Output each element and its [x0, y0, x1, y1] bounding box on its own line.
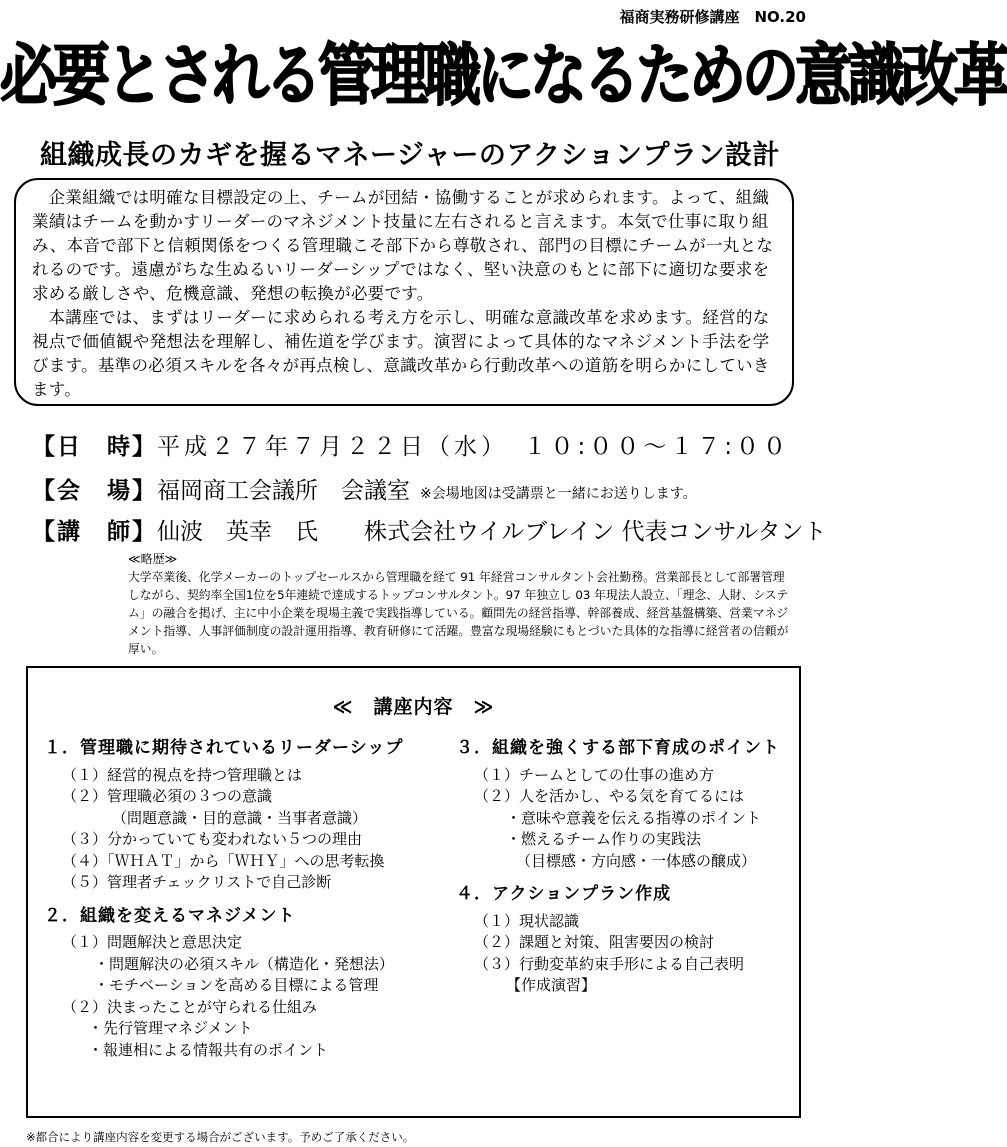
list-item: （１）チームとしての仕事の進め方: [474, 765, 715, 784]
footer-note: ※都合により講座内容を変更する場合がございます。予めご了承ください。: [26, 1130, 415, 1144]
course-content-box: [26, 666, 801, 1118]
content-right-column: [456, 738, 796, 997]
list-item: （５）管理者チェックリストで自己診断: [62, 873, 332, 891]
main-title: 必要とされる管理職になるための意識改革: [0, 37, 1007, 116]
list-item: （４）「ＷＨＡＴ」から「ＷＨＹ」への思考転換: [62, 851, 385, 870]
lecturer-bio: [128, 550, 793, 658]
list-subitem: （目標感・方向感・一体感の醸成）: [516, 851, 757, 870]
lecturer-value: 仙波 英幸 氏 株式会社ウイルブレイン 代表コンサルタント: [157, 519, 827, 545]
list-item: （１）問題解決と意思決定: [62, 933, 243, 951]
date-value: 平成２７年７月２２日（水） １０:００～１７:００: [157, 434, 790, 460]
bio-text: 大学卒業後、化学メーカーのトップセールスから管理職を経て 91 年経営コンサルタント会社勤務。営業部長として部署管理しながら、契約率全国1位を5年連続で達成するトップコンサルタント。97 年独立し 03 年現法人設立、「理念、人財、システム」の融合を掲げ、主に中小企業を現場主義で実践指導している。顧問先の経営指導、幹部養成、経営基盤構築、営業マネジメント指導、人事評価制度の設計運用指導、教育研修にて活躍。豊富な現場経験にもとづいた具体的な指導に経営者の信頼が厚い。: [128, 570, 789, 656]
bio-heading: ≪略歴≫: [128, 552, 178, 566]
list-item: （２）人を活かし、やる気を育てるには: [474, 787, 745, 805]
intro-paragraph-1: 企業組織では明確な目標設定の上、チームが団結・協働することが求められます。よって、組織業績はチームを動かすリーダーのマネジメント技量に左右されると言えます。本気で仕事に取り組み、本音で部下と信頼関係をつくる管理職こそ部下から尊敬され、部門の目標にチームが一丸となれるのです。遠慮がちな生ぬるいリーダーシップではなく、堅い決意のもとに部下に適切な要求を求める厳しさや、危機意識、発想の転換が必要です。: [32, 188, 774, 303]
list-subitem: ・先行管理マネジメント: [88, 1019, 253, 1037]
subtitle: 組織成長のカギを握るマネージャーのアクションプラン設計: [39, 140, 781, 171]
section-2-title: ２．組織を変えるマネジメント: [44, 905, 296, 926]
list-subitem: ・燃えるチーム作りの実践法: [506, 830, 702, 848]
lecturer-row: [32, 513, 826, 546]
list-item: （３）行動変革約束手形による自己表明: [474, 954, 745, 973]
venue-label: 【会 場】: [32, 478, 157, 504]
list-item: （１）経営的視点を持つ管理職とは: [62, 765, 303, 784]
intro-paragraph-2: 本講座では、まずはリーダーに求められる考え方を示し、明確な意識改革を求めます。経営的な視点で価値観や発想法を理解し、補佐道を学びます。演習によって具体的なマネジメント手法を学びます。基準の必須スキルを各々が再点検し、意識改革から行動改革への道筋を明らかにしていきます。: [32, 308, 770, 399]
content-left-column: [44, 738, 454, 1061]
venue-note: ※会場地図は受講票と一緒にお送りします。: [420, 486, 697, 502]
venue-value: 福岡商工会議所 会議室: [157, 478, 410, 504]
section-4-title: ４．アクションプラン作成: [456, 884, 672, 904]
list-item: （２）管理職必須の３つの意識: [62, 787, 273, 805]
list-subitem: ・問題解決の必須スキル（構造化・発想法）: [94, 954, 394, 973]
venue-row: [32, 472, 697, 505]
list-subitem: （問題意識・目的意識・当事者意識）: [112, 808, 368, 827]
intro-box: [14, 178, 794, 406]
list-item: （３）分かっていても変われない５つの理由: [62, 830, 363, 848]
list-item: （２）課題と対策、阻害要因の検討: [474, 933, 715, 951]
list-subitem: ・モチベーションを高める目標による管理: [94, 976, 379, 994]
section-1-title: １．管理職に期待されているリーダーシップ: [44, 738, 404, 758]
list-item: （２）決まったことが守られる仕組み: [62, 997, 318, 1016]
list-item: （１）現状認識: [474, 911, 580, 930]
content-title: ≪ 講座内容 ≫: [332, 696, 495, 718]
date-label: 【日 時】: [32, 434, 157, 460]
date-row: [32, 428, 790, 461]
lecturer-label: 【講 師】: [32, 519, 157, 545]
section-3-title: ３．組織を強くする部下育成のポイント: [456, 738, 780, 758]
list-subitem: ・意味や意義を伝える指導のポイント: [506, 808, 762, 827]
list-subitem: 【作成演習】: [506, 976, 597, 994]
series-label: 福商実務研修講座 NO.20: [619, 8, 806, 26]
list-subitem: ・報連相による情報共有のポイント: [88, 1040, 329, 1059]
